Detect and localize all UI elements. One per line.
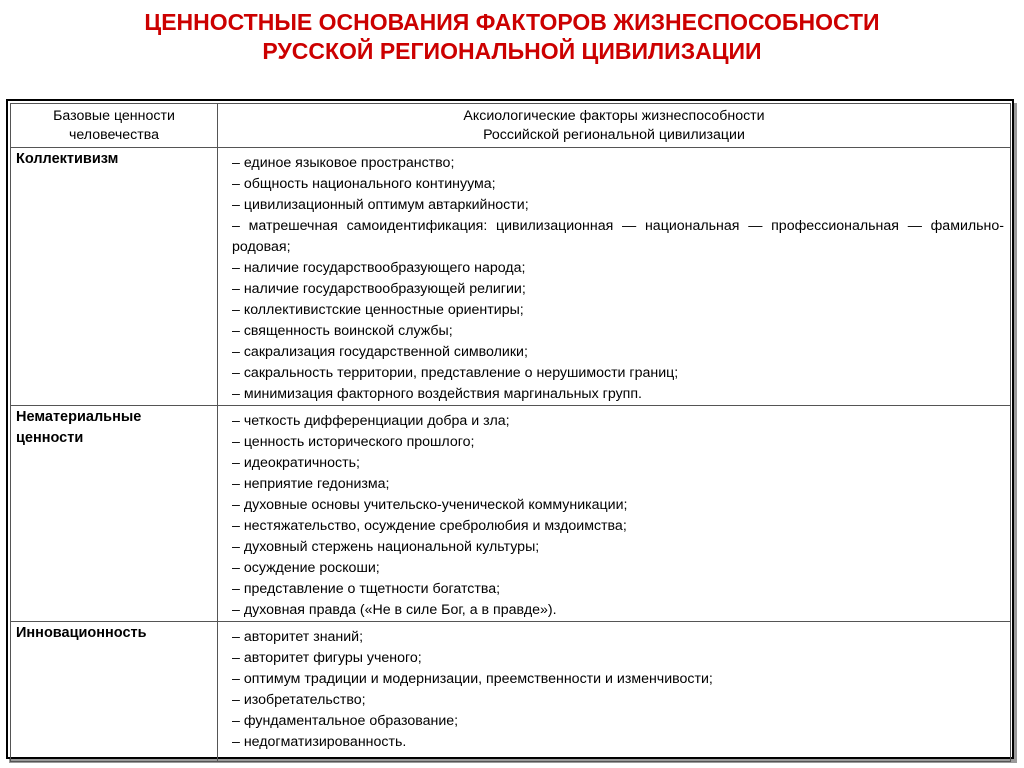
list-item: – минимизация факторного воздействия маргинальных групп. bbox=[232, 386, 642, 402]
factors-innovativeness bbox=[218, 622, 1011, 762]
page-title-line-1: ЦЕННОСТНЫЕ ОСНОВАНИЯ ФАКТОРОВ ЖИЗНЕСПОСОБНОСТИ bbox=[144, 9, 880, 35]
list-item: – фундаментальное образование; bbox=[232, 713, 459, 729]
table-row-immaterial-values bbox=[11, 406, 1011, 622]
list-item: – духовная правда («Не в силе Бог, а в правде»). bbox=[232, 602, 557, 618]
list-item: – сакрализация государственной символики; bbox=[232, 344, 528, 360]
table-row-collectivism bbox=[11, 148, 1011, 406]
factor-list bbox=[232, 153, 1004, 405]
list-item: – матрешечная самоидентификация: цивилизационная — национальная — профессиональная — фамильно-родовая; bbox=[232, 218, 1004, 255]
list-item: – нестяжательство, осуждение сребролюбия и мздоимства; bbox=[232, 518, 627, 534]
list-item: – духовные основы учительско-ученической коммуникации; bbox=[232, 497, 628, 513]
factors-immaterial-values bbox=[218, 406, 1011, 622]
header-base-values-line-2: человечества bbox=[68, 127, 160, 143]
list-item: – оптимум традиции и модернизации, преемственности и изменчивости; bbox=[232, 671, 713, 687]
list-item: – представление о тщетности богатства; bbox=[232, 581, 501, 597]
category-label-line-1: Нематериальные bbox=[16, 409, 142, 425]
page-title bbox=[0, 8, 1024, 66]
header-base-values-line-1: Базовые ценности bbox=[53, 108, 175, 124]
list-item: – осуждение роскоши; bbox=[232, 560, 380, 576]
list-item: – общность национального континуума; bbox=[232, 176, 496, 192]
values-table bbox=[10, 103, 1011, 762]
category-label-line-2: ценности bbox=[16, 430, 84, 446]
list-item: – наличие государствообразующей религии; bbox=[232, 281, 526, 297]
list-item: – ценность исторического прошлого; bbox=[232, 434, 475, 450]
list-item: – единое языковое пространство; bbox=[232, 155, 455, 171]
list-item: – цивилизационный оптимум автаркийности; bbox=[232, 197, 529, 213]
list-item: – недогматизированность. bbox=[232, 734, 407, 750]
factor-list bbox=[232, 627, 1004, 753]
list-item: – коллективистские ценностные ориентиры; bbox=[232, 302, 524, 318]
list-item: – неприятие гедонизма; bbox=[232, 476, 390, 492]
factor-list bbox=[232, 411, 1004, 621]
list-item: – священность воинской службы; bbox=[232, 323, 453, 339]
list-item: – изобретательство; bbox=[232, 692, 366, 708]
header-axiological-factors bbox=[218, 104, 1011, 148]
category-immaterial-values bbox=[11, 406, 218, 622]
header-axiological-factors-line-1: Аксиологические факторы жизнеспособности bbox=[463, 108, 765, 124]
table-header-row bbox=[11, 104, 1011, 148]
category-innovativeness bbox=[11, 622, 218, 762]
list-item: – авторитет знаний; bbox=[232, 629, 364, 645]
category-label: Коллективизм bbox=[16, 151, 119, 167]
factors-collectivism bbox=[218, 148, 1011, 406]
list-item: – духовный стержень национальной культуры; bbox=[232, 539, 540, 555]
list-item: – наличие государствообразующего народа; bbox=[232, 260, 526, 276]
category-collectivism bbox=[11, 148, 218, 406]
list-item: – авторитет фигуры ученого; bbox=[232, 650, 422, 666]
category-label: Инновационность bbox=[16, 625, 147, 641]
list-item: – идеократичность; bbox=[232, 455, 360, 471]
page-title-line-2: РУССКОЙ РЕГИОНАЛЬНОЙ ЦИВИЛИЗАЦИИ bbox=[262, 38, 762, 64]
header-base-values bbox=[11, 104, 218, 148]
list-item: – четкость дифференциации добра и зла; bbox=[232, 413, 510, 429]
table-row-innovativeness bbox=[11, 622, 1011, 762]
list-item: – сакральность территории, представление о нерушимости границ; bbox=[232, 365, 679, 381]
header-axiological-factors-line-2: Российской региональной цивилизации bbox=[483, 127, 745, 143]
